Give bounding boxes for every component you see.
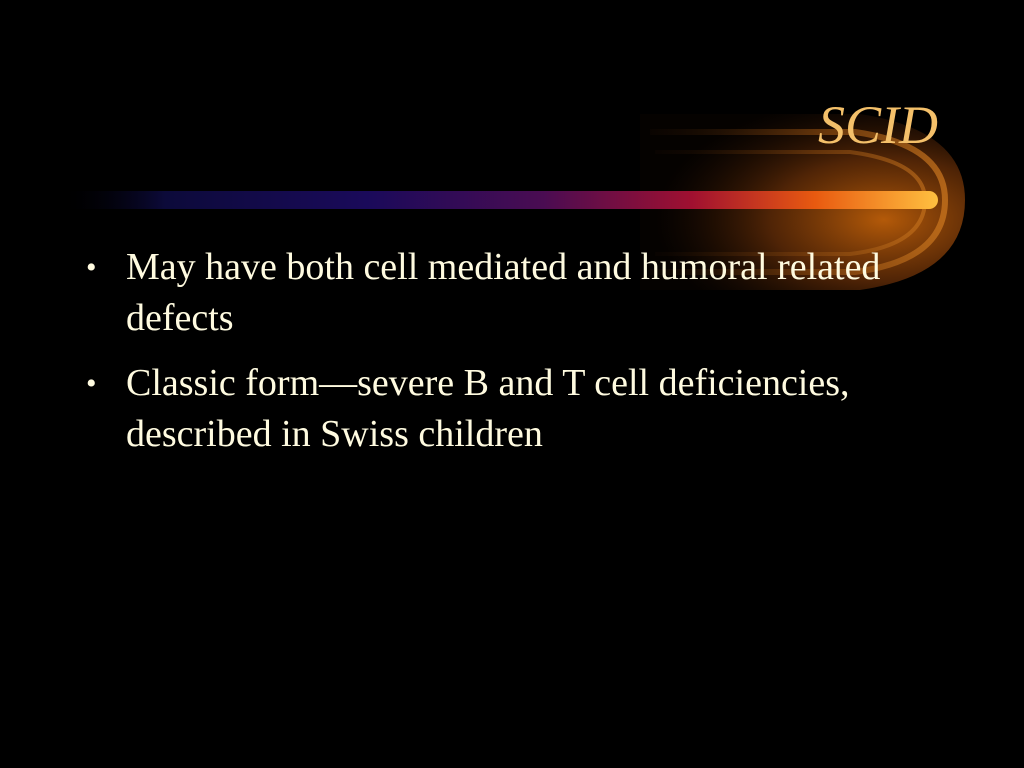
bullet-icon: •	[86, 367, 97, 400]
bullet-list	[86, 242, 926, 474]
list-item	[86, 242, 926, 344]
list-item	[86, 358, 926, 460]
slide-title: SCID	[818, 95, 938, 155]
bullet-text: Classic form—severe B and T cell deficiencies, described in Swiss children	[126, 362, 850, 455]
bullet-text: May have both cell mediated and humoral related defects	[126, 246, 881, 339]
bullet-icon: •	[86, 251, 97, 284]
accent-bar	[60, 191, 938, 209]
